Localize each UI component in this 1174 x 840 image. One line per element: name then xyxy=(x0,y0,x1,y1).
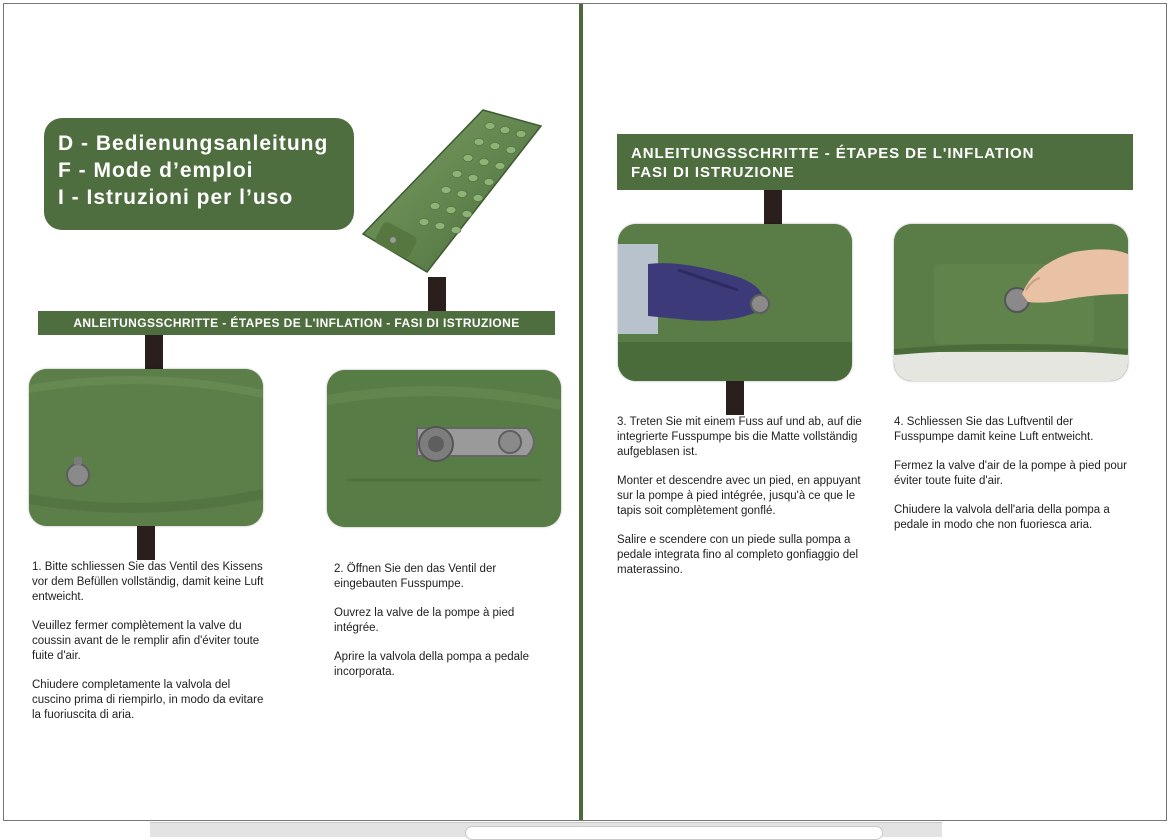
foot-pump-valve-icon xyxy=(751,295,769,313)
connector-bar xyxy=(137,526,155,560)
banner-right-line1: ANLEITUNGSSCHRITTE - ÉTAPES DE L'INFLATION xyxy=(631,145,1035,162)
connector-bar xyxy=(764,190,782,224)
sleeping-mat-product-image xyxy=(355,104,545,279)
step2-italian: Aprire la valvola della pompa a pedale incorporata. xyxy=(334,651,529,678)
step4-french: Fermez la valve d'air de la pompe à pied pour éviter toute fuite d'air. xyxy=(894,460,1127,487)
step3-italian: Salire e scendere con un piede sulla pompa a pedale integrata fino al completo gonfiaggio del materassino. xyxy=(617,534,859,576)
connector-bar xyxy=(726,381,744,415)
step2-french: Ouvrez la valve de la pompe à pied intégrée. xyxy=(334,607,515,634)
step3-photo-foot-pump xyxy=(618,224,852,381)
step4-italian: Chiudere la valvola dell'aria della pompa a pedale in modo che non fuoriesca aria. xyxy=(894,504,1110,531)
step2-instructions xyxy=(334,562,556,694)
page-spine-divider xyxy=(579,4,583,820)
step4-german: 4. Schliessen Sie das Luftventil der Fusspumpe damit keine Luft entweicht. xyxy=(894,416,1094,443)
connector-bar xyxy=(428,277,446,311)
manual-title-box xyxy=(44,118,354,230)
step1-french: Veuillez fermer complètement la valve du coussin avant de le remplir afin d'éviter toute fuite d'air. xyxy=(32,620,260,662)
step2-photo-open-valve xyxy=(327,370,561,527)
step4-photo-close-valve xyxy=(894,224,1128,381)
step3-german: 3. Treten Sie mit einem Fuss auf und ab, auf die integrierte Fusspumpe bis die Matte vollständig aufgeblasen ist. xyxy=(617,416,862,458)
step4-instructions xyxy=(894,415,1132,547)
step1-german: 1. Bitte schliessen Sie das Ventil des Kissens vor dem Befüllen vollständig, damit keine Luft entweicht. xyxy=(32,561,264,603)
title-italian: I - Istruzioni per l’uso xyxy=(58,186,294,209)
step1-italian: Chiudere completamente la valvola del cuscino prima di riempirlo, in modo da evitare la fuoriuscita di aria. xyxy=(32,679,264,721)
connector-bar xyxy=(145,335,163,369)
step1-photo-closed-valve xyxy=(29,369,263,526)
viewer-page-slider[interactable] xyxy=(465,826,883,840)
section-banner-right xyxy=(617,134,1133,190)
title-german: D - Bedienungsanleitung xyxy=(58,132,329,155)
title-french: F - Mode d’emploi xyxy=(58,159,254,182)
step3-instructions xyxy=(617,415,871,592)
step3-french: Monter et descendre avec un pied, en appuyant sur la pompe à pied intégrée, jusqu'à ce que le tapis soit complètement gonflé. xyxy=(617,475,861,517)
banner-right-line2: FASI DI ISTRUZIONE xyxy=(631,164,795,181)
step2-german: 2. Öffnen Sie den das Ventil der eingebauten Fusspumpe. xyxy=(334,563,497,590)
valve-cap-icon xyxy=(67,464,89,486)
section-banner: ANLEITUNGSSCHRITTE - ÉTAPES DE L'INFLATION - FASI DI ISTRUZIONE xyxy=(38,311,555,335)
step1-instructions xyxy=(32,560,264,737)
